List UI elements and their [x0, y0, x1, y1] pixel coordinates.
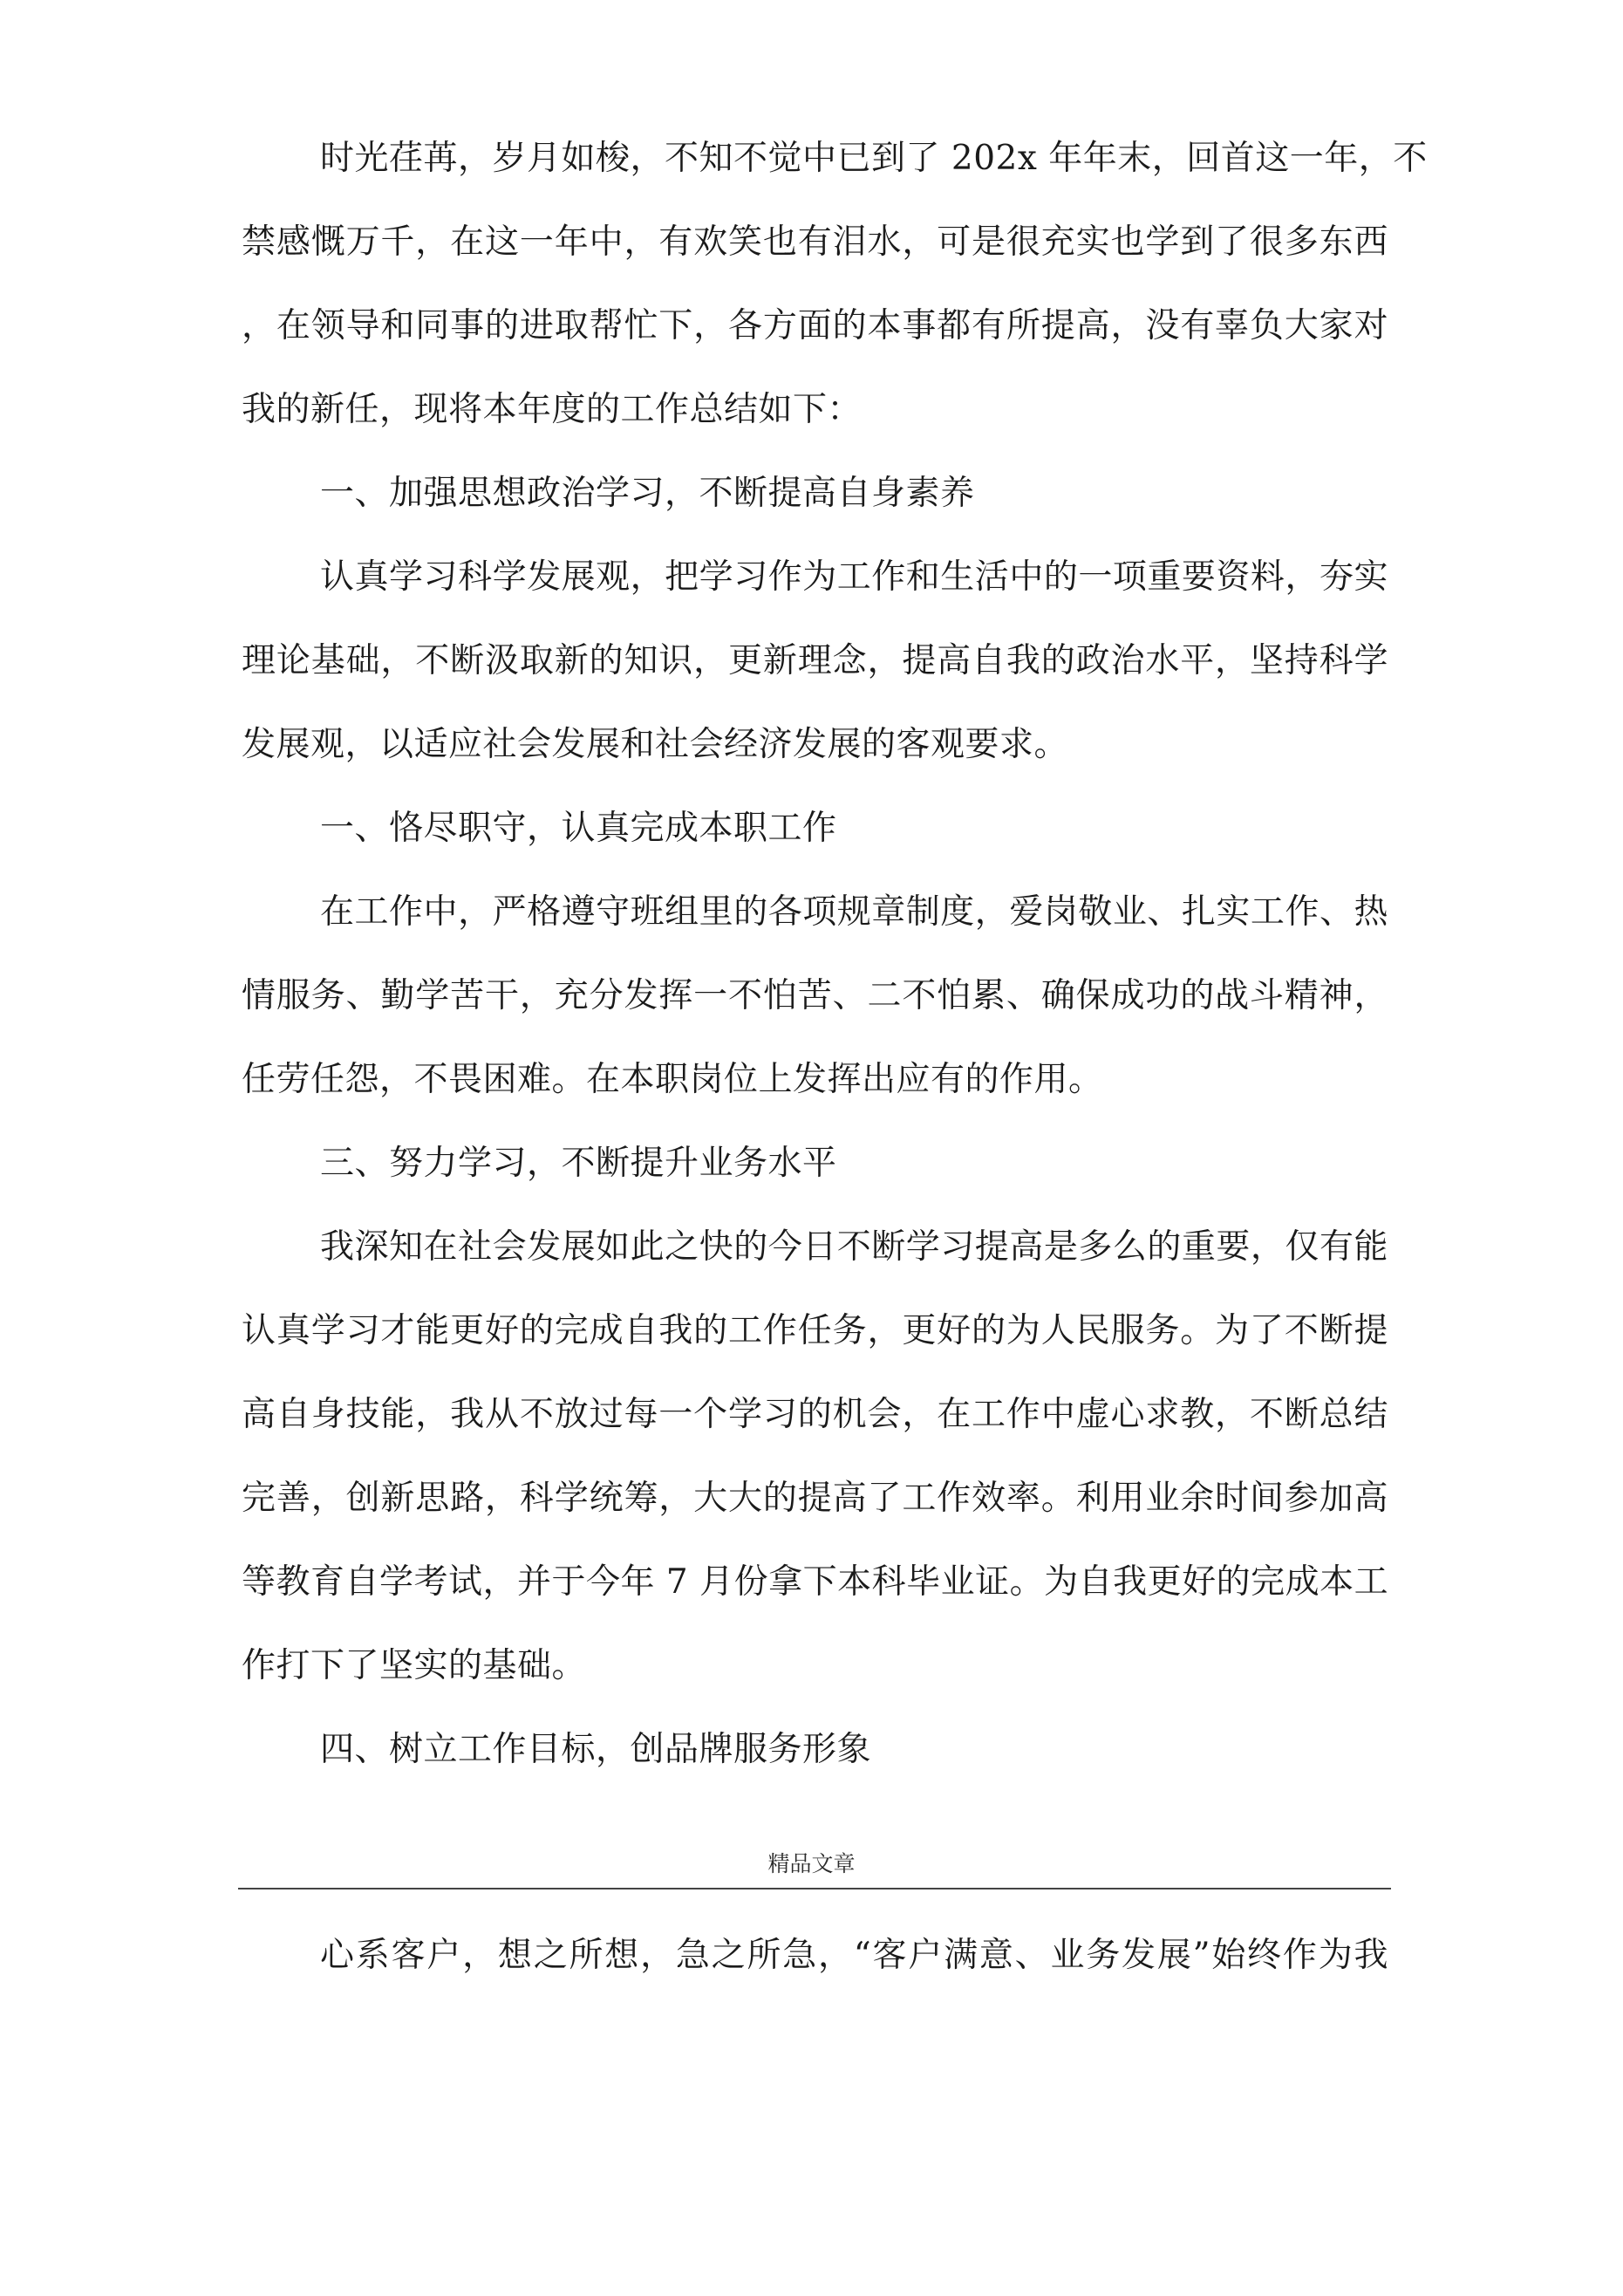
section-heading: 三、努力学习，不断提升业务水平	[320, 1144, 837, 1183]
paragraph-line: 任劳任怨，不畏困难。在本职岗位上发挥出应有的作用。	[242, 1060, 1103, 1099]
paragraph-line: 心系客户，想之所想，急之所急，“客户满意、业务发展”始终作为我	[320, 1936, 1388, 1975]
section-heading: 一、恪尽职守，认真完成本职工作	[320, 809, 837, 848]
section-heading: 四、树立工作目标，创品牌服务形象	[320, 1730, 872, 1769]
paragraph-line: 认真学习科学发展观，把学习作为工作和生活中的一项重要资料，夯实	[320, 557, 1388, 597]
paragraph-line: 时光荏苒，岁月如梭，不知不觉中已到了 202x 年年末，回首这一年，不	[320, 139, 1428, 178]
paragraph-line: 完善，创新思路，科学统筹，大大的提高了工作效率。利用业余时间参加高	[242, 1479, 1388, 1518]
paragraph-line: ，在领导和同事的进取帮忙下，各方面的本事都有所提高，没有辜负大家对	[242, 306, 1388, 345]
paragraph-line: 发展观，以适应社会发展和社会经济发展的客观要求。	[242, 725, 1069, 764]
paragraph-line: 我的新任，现将本年度的工作总结如下：	[242, 390, 863, 429]
paragraph-line: 在工作中，严格遵守班组里的各项规章制度，爱岗敬业、扎实工作、热	[320, 892, 1388, 932]
paragraph-line: 理论基础，不断汲取新的知识，更新理念，提高自我的政治水平，坚持科学	[242, 641, 1388, 680]
section-heading: 一、加强思想政治学习，不断提高自身素养	[320, 474, 975, 513]
paragraph-line: 情服务、勤学苦干，充分发挥一不怕苦、二不怕累、确保成功的战斗精神，	[242, 976, 1388, 1015]
paragraph-line: 高自身技能，我从不放过每一个学习的机会，在工作中虚心求教，不断总结	[242, 1395, 1388, 1434]
paragraph-line: 我深知在社会发展如此之快的今日不断学习提高是多么的重要，仅有能	[320, 1227, 1388, 1267]
footer-divider	[238, 1888, 1391, 1889]
paragraph-line: 禁感慨万千，在这一年中，有欢笑也有泪水，可是很充实也学到了很多东西	[242, 222, 1388, 262]
page-footer-label: 精品文章	[767, 1851, 856, 1876]
paragraph-line: 认真学习才能更好的完成自我的工作任务，更好的为人民服务。为了不断提	[242, 1311, 1388, 1350]
paragraph-line: 等教育自学考试，并于今年 7 月份拿下本科毕业证。为自我更好的完成本工	[242, 1562, 1389, 1602]
paragraph-line: 作打下了坚实的基础。	[242, 1646, 587, 1685]
